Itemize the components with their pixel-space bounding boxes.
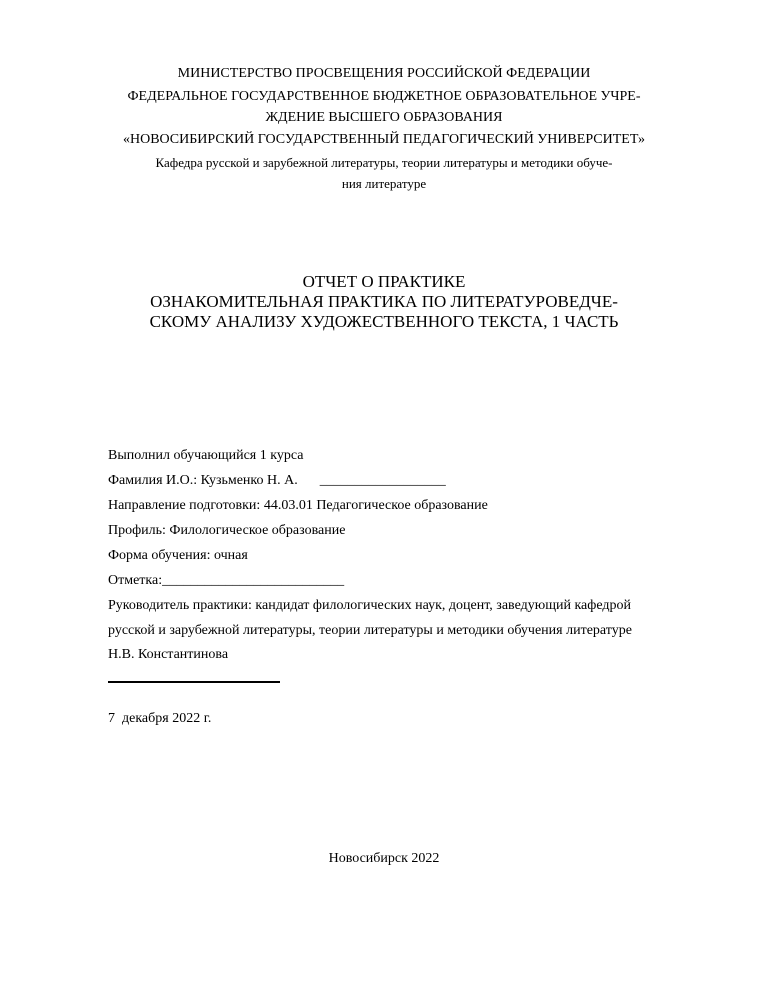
supervisor-name: Н.В. Константинова [108,647,229,662]
ministry-name: МИНИСТЕРСТВО ПРОСВЕЩЕНИЯ РОССИЙСКОЙ ФЕДЕРАЦИИ [177,66,591,81]
supervisor-text-line2: русской и зарубежной литературы, теории литературы и методики обучения литературе [108,623,632,638]
practice-title-line1: ОЗНАКОМИТЕЛЬНАЯ ПРАКТИКА ПО ЛИТЕРАТУРОВЕДЧЕ- [150,292,618,311]
grade-field: Отметка:__________________________ [108,573,345,588]
study-form-text: Форма обучения: очная [108,548,248,563]
city-year: Новосибирск 2022 [328,851,440,866]
institution-name-line2: ЖДЕНИЕ ВЫСШЕГО ОБРАЗОВАНИЯ [265,110,503,125]
student-name-row [108,474,446,488]
report-date: 7 декабря 2022 г. [108,711,212,726]
report-title: ОТЧЕТ О ПРАКТИКЕ [302,272,466,291]
department-name-line2: ния литературе [341,176,427,191]
department-name-line1: Кафедра русской и зарубежной литературы, теории литературы и методики обуче- [155,155,613,170]
student-name-label: Фамилия И.О.: Кузьменко Н. А. [108,473,298,488]
institution-name-line1: ФЕДЕРАЛЬНОЕ ГОСУДАРСТВЕННОЕ БЮДЖЕТНОЕ ОБРАЗОВАТЕЛЬНОЕ УЧРЕ- [127,89,641,104]
signature-blank: __________________ [319,473,446,488]
practice-title-line2: СКОМУ АНАЛИЗУ ХУДОЖЕСТВЕННОГО ТЕКСТА, 1 ЧАСТЬ [149,312,619,331]
supervisor-text-line1: Руководитель практики: кандидат филологических наук, доцент, заведующий кафедрой [108,598,631,613]
supervisor-signature-line [108,681,280,683]
performed-by-text: Выполнил обучающийся 1 курса [108,448,304,463]
study-direction-text: Направление подготовки: 44.03.01 Педагогическое образование [108,498,488,513]
university-name: «НОВОСИБИРСКИЙ ГОСУДАРСТВЕННЫЙ ПЕДАГОГИЧЕСКИЙ УНИВЕРСИТЕТ» [122,132,646,147]
study-profile-text: Профиль: Филологическое образование [108,523,346,538]
